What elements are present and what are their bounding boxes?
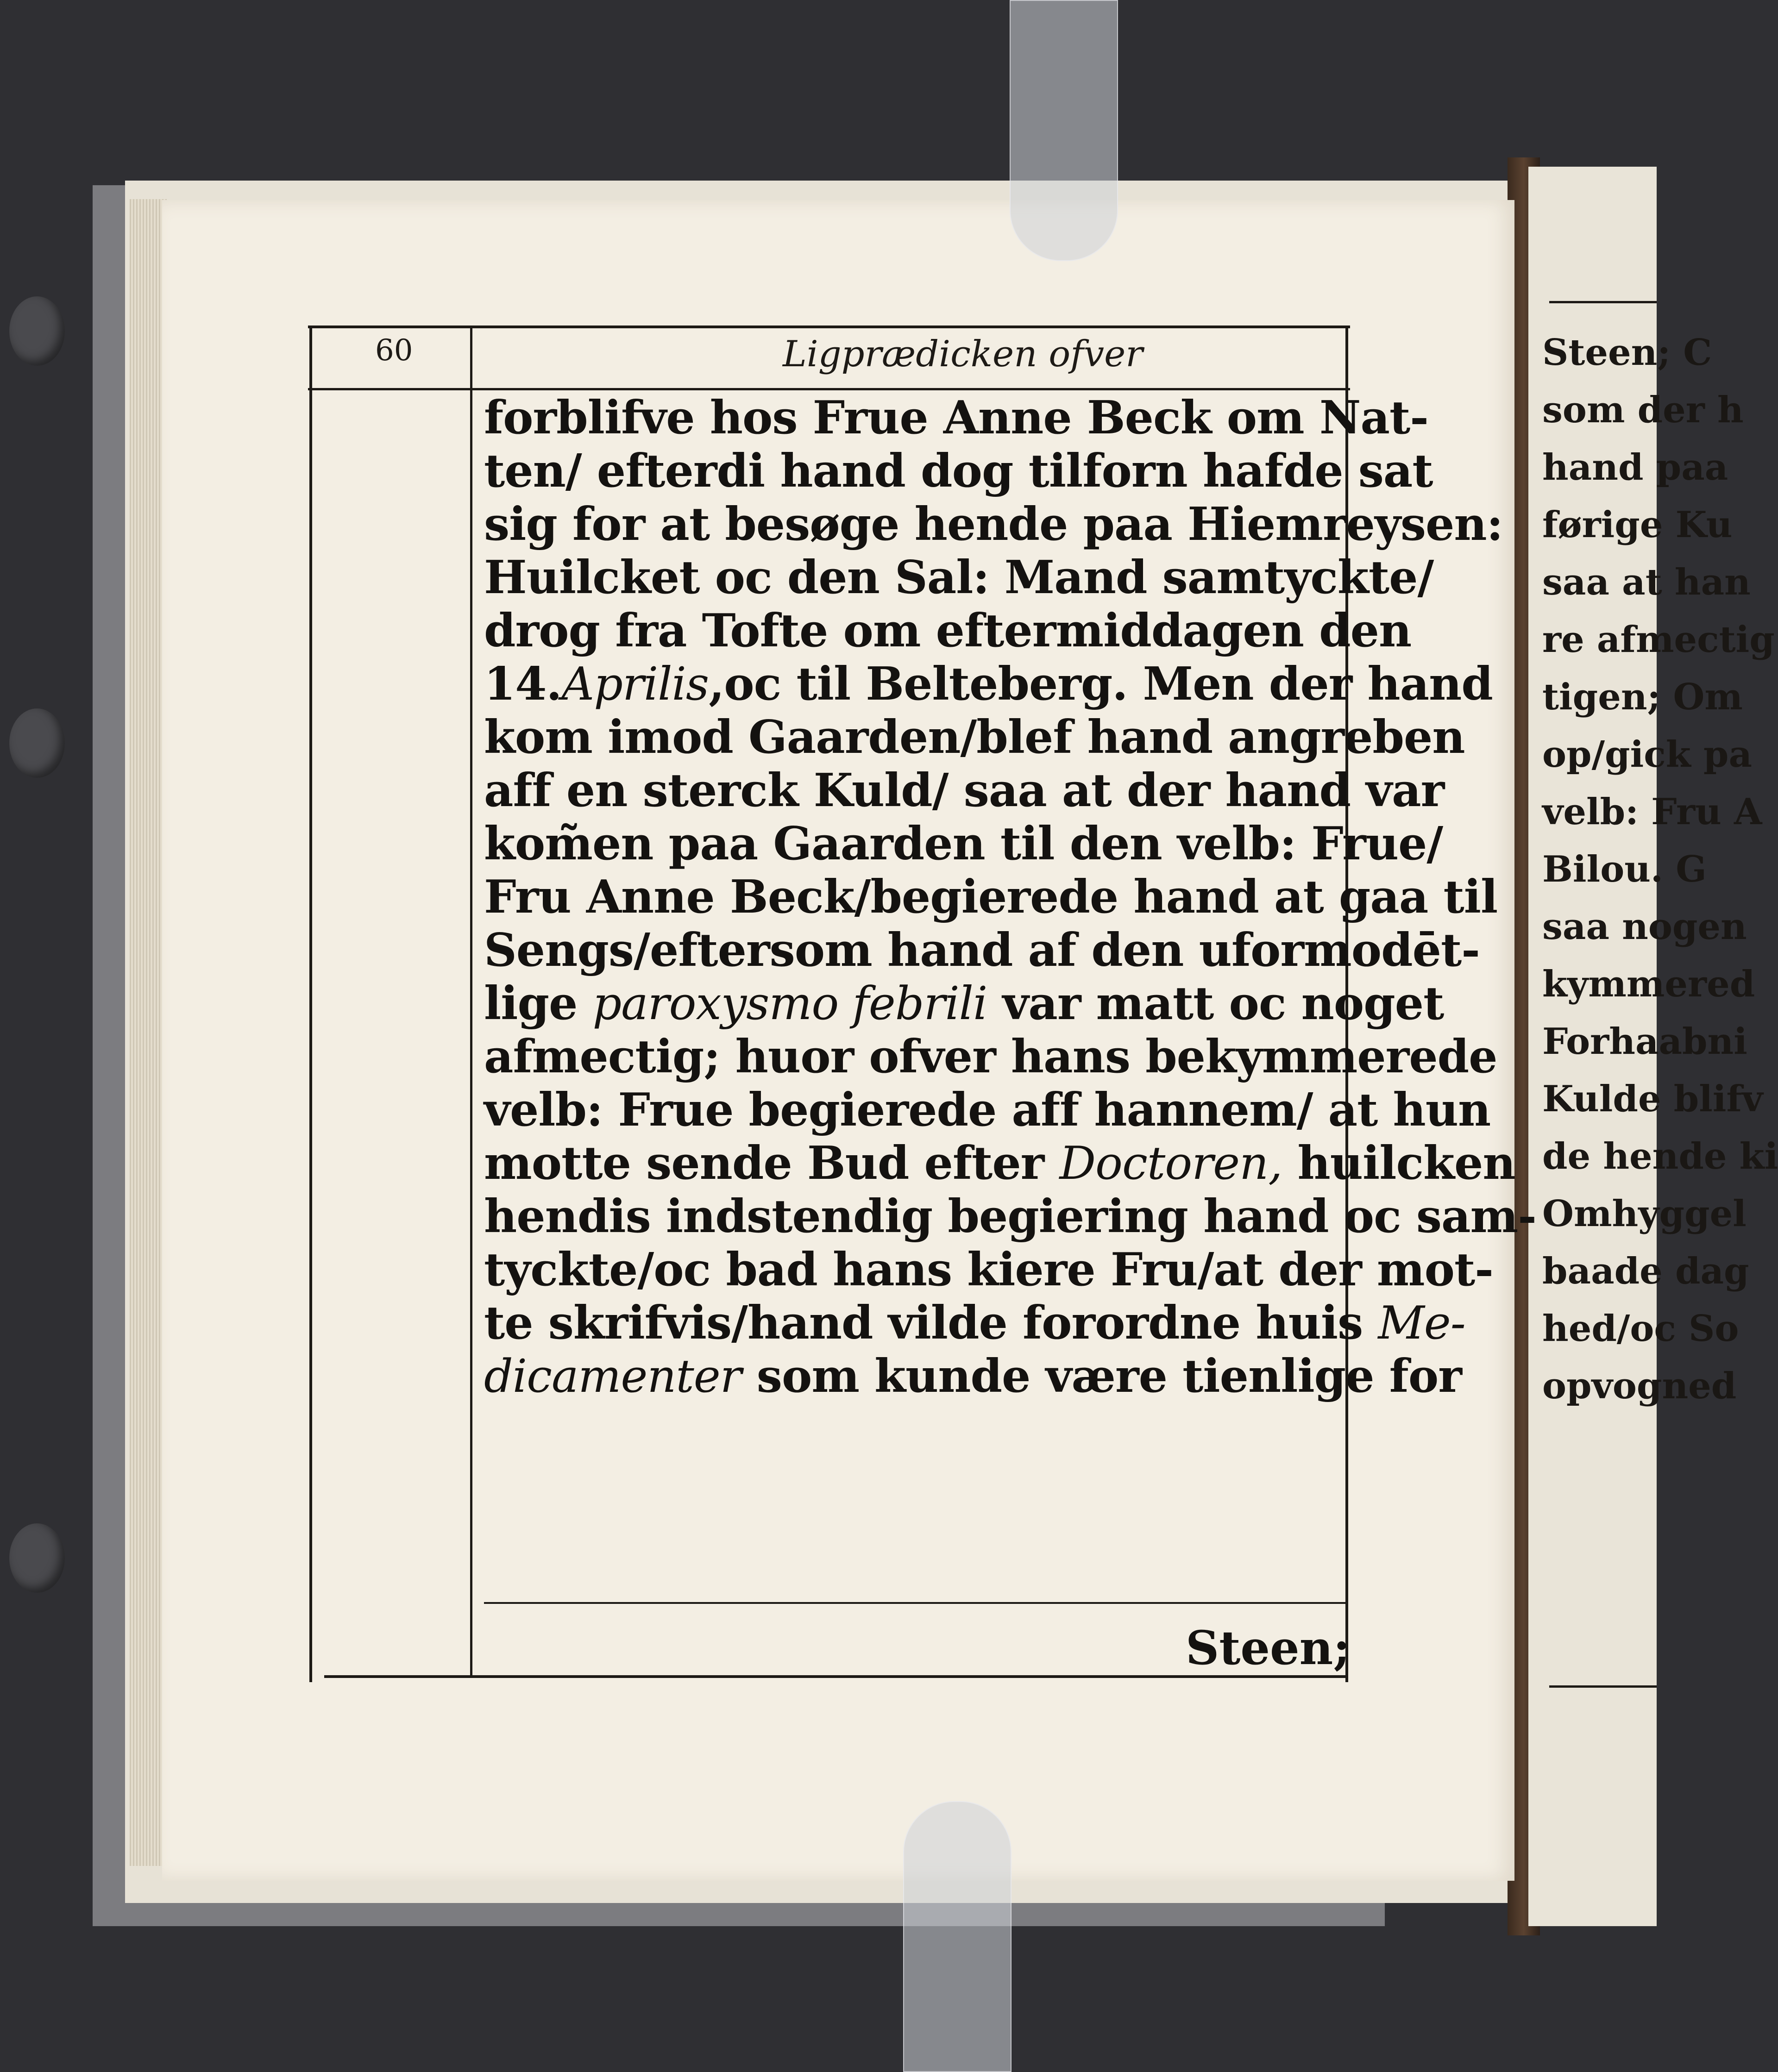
text-line: drog fra Tofte om eftermiddagen den <box>484 604 1412 657</box>
facing-text-line: saa nogen <box>1542 906 1747 948</box>
page-number: 60 <box>375 333 413 368</box>
text-line: velb: Frue begierede aff hannem/ at hun <box>484 1083 1491 1137</box>
catchword: Steen; <box>1186 1621 1351 1675</box>
margin-rule <box>470 326 472 1678</box>
clamp-top <box>1010 0 1118 261</box>
header-rule <box>308 388 1350 390</box>
facing-text-line: som der h <box>1542 389 1744 431</box>
text-line: kom̃en paa Gaarden til den velb: Frue/ <box>484 817 1443 870</box>
facing-text-line: baade dag <box>1542 1250 1749 1292</box>
facing-text-line: opvogned <box>1542 1365 1737 1407</box>
text-line: ten/ efterdi hand dog tilforn hafde sat <box>484 444 1433 498</box>
facing-text-line: hand paa <box>1542 446 1728 488</box>
facing-text-line: re afmectig <box>1542 619 1775 661</box>
text-line: dicamenter som kunde være tienlige for <box>484 1350 1462 1403</box>
text-line: afmectig; huor ofver hans bekymmerede <box>484 1030 1497 1083</box>
text-line: sig for at besøge hende paa Hiemreysen: <box>484 498 1503 551</box>
facing-text-line: førige Ku <box>1542 504 1733 546</box>
facing-page-text <box>1542 324 1778 1415</box>
text-line: lige paroxysmo febrili var matt oc noget <box>484 977 1444 1030</box>
facing-text-line: Kulde blifv <box>1542 1078 1763 1120</box>
body-text <box>484 391 1536 1403</box>
facing-top-rule <box>1549 301 1657 303</box>
text-line: tyckte/oc bad hans kiere Fru/at der mot- <box>484 1243 1493 1296</box>
facing-bottom-rule <box>1549 1685 1657 1688</box>
text-line: motte sende Bud efter Doctoren, huilcken <box>484 1137 1515 1190</box>
frame-top-rule <box>308 326 1350 328</box>
text-line: kom imod Gaarden/blef hand angreben <box>484 711 1465 764</box>
binding-tab <box>9 1523 65 1593</box>
text-line: forblifve hos Frue Anne Beck om Nat- <box>484 391 1428 444</box>
facing-text-line: Bilou. G <box>1542 848 1707 890</box>
text-line: hendis indstendig begiering hand oc sam- <box>484 1190 1536 1243</box>
facing-text-line: kymmered <box>1542 963 1755 1005</box>
facing-text-line: saa at han <box>1542 561 1751 603</box>
frame-left-rule <box>309 326 312 1682</box>
facing-text-line: Steen; C <box>1542 332 1712 374</box>
text-line: 14.Aprilis,oc til Belteberg. Men der hand <box>484 657 1493 711</box>
facing-text-line: Forhaabni <box>1542 1020 1747 1063</box>
text-line: Huilcket oc den Sal: Mand samtyckte/ <box>484 551 1434 604</box>
facing-text-line: de hende ki <box>1542 1135 1778 1177</box>
clamp-bottom <box>903 1801 1012 2072</box>
text-line: Sengs/eftersom hand af den uformodēt- <box>484 924 1480 977</box>
facing-text-line: hed/oc So <box>1542 1308 1739 1350</box>
text-bottom-rule <box>484 1602 1345 1604</box>
text-line: Fru Anne Beck/begierede hand at gaa til <box>484 870 1498 924</box>
facing-text-line: op/gick pa <box>1542 733 1752 776</box>
text-line: aff en sterck Kuld/ saa at der hand var <box>484 764 1445 817</box>
facing-text-line: velb: Fru A <box>1542 791 1762 833</box>
binding-tab <box>9 708 65 778</box>
binding-tab <box>9 296 65 366</box>
facing-text-line: tigen; Om <box>1542 676 1743 718</box>
running-title: Ligprædicken ofver <box>783 333 1143 375</box>
facing-text-line: Omhyggel <box>1542 1193 1747 1235</box>
text-line: te skrifvis/hand vilde forordne huis Me- <box>484 1296 1465 1350</box>
frame-bottom-rule <box>324 1675 1348 1678</box>
page-edges <box>130 199 167 1866</box>
